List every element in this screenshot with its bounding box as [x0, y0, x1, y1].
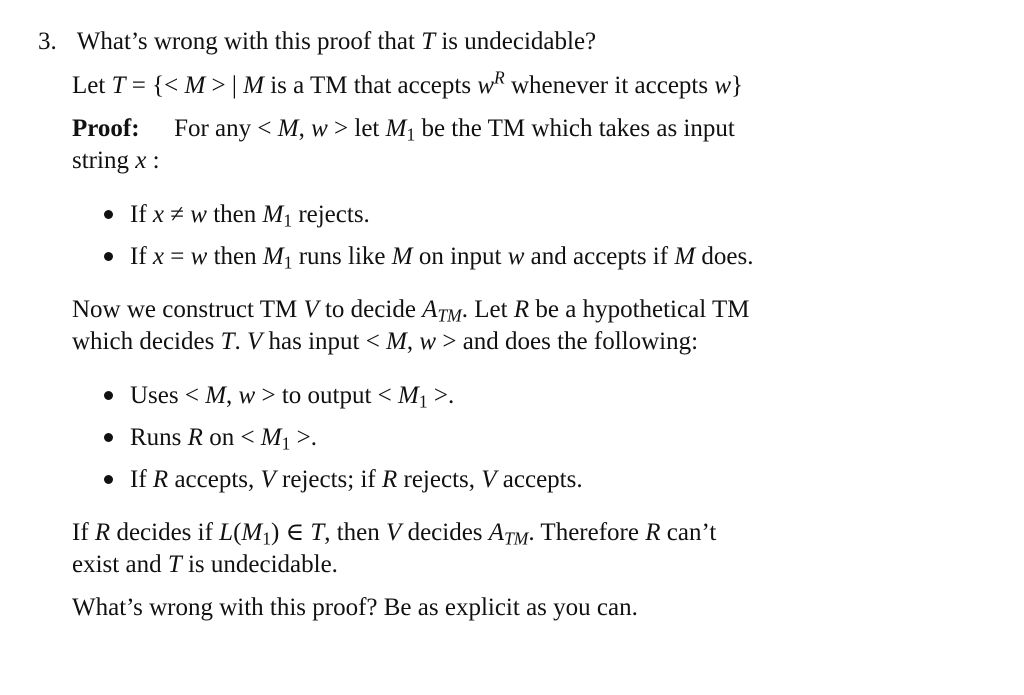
- bullet-icon: [104, 210, 113, 219]
- question-prompt: What’s wrong with this proof? Be as explicit as you can.: [72, 594, 638, 621]
- conclusion-line2: exist and T is undecidable.: [72, 551, 338, 578]
- proof-intro-line1: Proof: For any < M, w > let $M_1$ be the TM which takes as input: [72, 115, 735, 145]
- definition-line: Let T = {< M > | M is a TM that accepts $w^R$ whenever it accepts w}: [72, 67, 744, 99]
- bullet-icon: [104, 475, 113, 484]
- m1-step-2: If x = w then $M_1$ runs like M on input w and accepts if M does.: [130, 243, 754, 273]
- bullet-icon: [104, 252, 113, 261]
- proof-label: Proof:: [72, 115, 140, 142]
- proof-intro-line2: string x :: [72, 147, 160, 174]
- question-heading: 3. What’s wrong with this proof that T is undecidable?: [38, 28, 597, 55]
- bullet-icon: [104, 391, 113, 400]
- bullet-icon: [104, 433, 113, 442]
- v-step-2: Runs R on < $M_1$ >.: [130, 424, 317, 454]
- construction-line1: Now we construct TM V to decide $A_{TM}$. Let R be a hypothetical TM: [72, 296, 750, 326]
- conclusion-line1: If R decides if $L(M_1)$ ∈ T, then V decides $A_{TM}$. Therefore R can’t: [72, 519, 717, 549]
- v-step-1: Uses < M, w > to output < $M_1$ >.: [130, 382, 455, 412]
- construction-line2: which decides T. V has input < M, w > and does the following:: [72, 328, 699, 355]
- question-number: 3.: [38, 28, 57, 55]
- v-step-3: If R accepts, V rejects; if R rejects, V accepts.: [130, 466, 583, 493]
- m1-step-1: If x ≠ w then $M_1$ rejects.: [130, 201, 370, 231]
